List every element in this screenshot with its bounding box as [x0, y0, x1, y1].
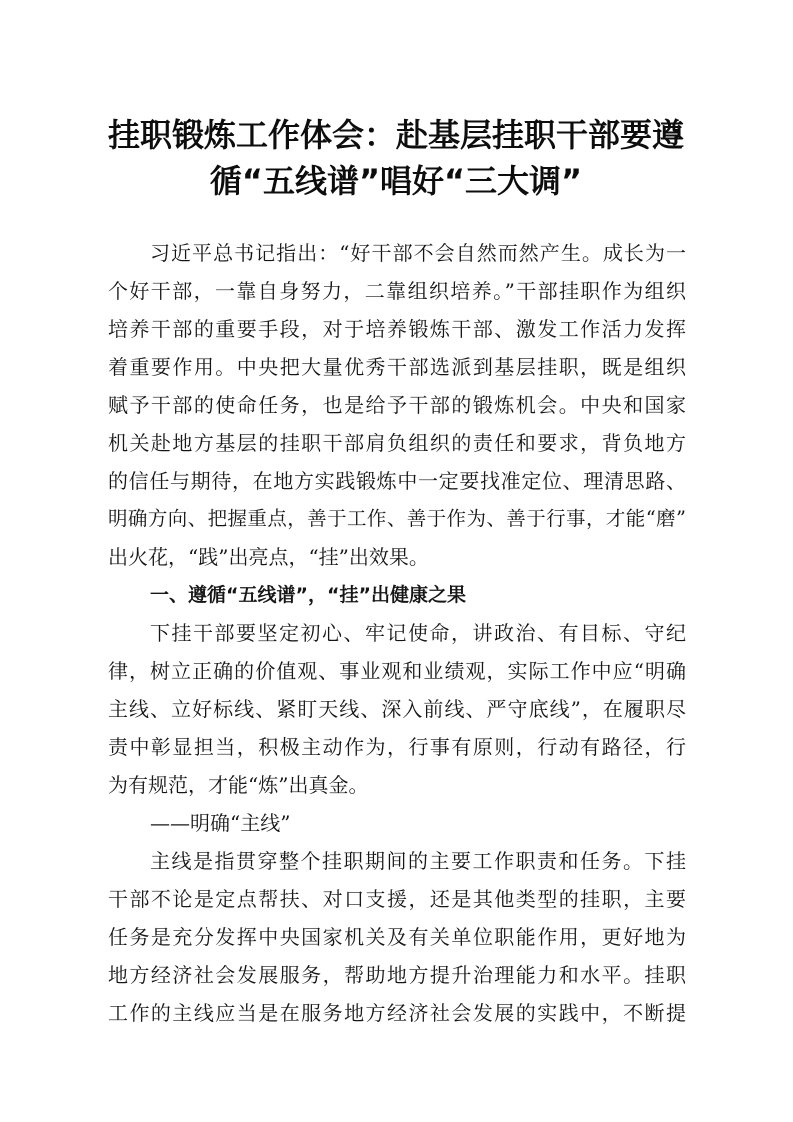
paragraph-line: 的信任与期待，在地方实践锻炼中一定要找准定位、理清思路、 [108, 469, 686, 493]
paragraph-line: 下挂干部要坚定初心、牢记使命，讲政治、有目标、守纪 [150, 621, 686, 645]
paragraph-line: 出火花，“践”出亮点，“挂”出效果。 [108, 545, 429, 569]
paragraph-line: 明确方向、把握重点，善于工作、善于作为、善于行事，才能“磨” [108, 507, 686, 530]
paragraph-line: 培养干部的重要手段，对于培养锻炼干部、激发工作活力发挥 [108, 317, 686, 341]
paragraph-line: 地方经济社会发展服务，帮助地方提升治理能力和水平。挂职 [108, 963, 686, 987]
document-title-line-2: 循“五线谱”唱好“三大调” [209, 162, 583, 200]
section-heading: 一、遵循“五线谱”，“挂”出健康之果 [150, 584, 466, 606]
paragraph-line: 工作的主线应当是在服务地方经济社会发展的实践中，不断提 [108, 1001, 686, 1025]
paragraph-line: 主线、立好标线、紧盯天线、深入前线、严守底线”，在履职尽 [108, 697, 686, 721]
paragraph-line: 任务是充分发挥中央国家机关及有关单位职能作用，更好地为 [108, 925, 686, 949]
document-title-line-1: 挂职锻炼工作体会：赴基层挂职干部要遵 [107, 116, 684, 154]
paragraph-line: 干部不论是定点帮扶、对口支援，还是其他类型的挂职，主要 [108, 887, 686, 911]
paragraph-line: 习近平总书记指出：“好干部不会自然而然产生。成长为一 [150, 241, 686, 265]
paragraph-line: 着重要作用。中央把大量优秀干部选派到基层挂职，既是组织 [108, 355, 686, 379]
paragraph-line: 机关赴地方基层的挂职干部肩负组织的责任和要求，背负地方 [108, 431, 686, 455]
paragraph-line: 主线是指贯穿整个挂职期间的主要工作职责和任务。下挂 [150, 849, 686, 873]
paragraph-line: 个好干部，一靠自身努力，二靠组织培养。”干部挂职作为组织 [108, 279, 686, 303]
paragraph-line: 为有规范，才能“炼”出真金。 [108, 773, 369, 797]
paragraph-line: 律，树立正确的价值观、事业观和业绩观，实际工作中应“明确 [108, 659, 686, 683]
subsection-heading: ——明确“主线” [150, 811, 291, 835]
paragraph-line: 赋予干部的使命任务，也是给予干部的锻炼机会。中央和国家 [108, 393, 686, 417]
paragraph-line: 责中彰显担当，积极主动作为，行事有原则，行动有路径，行 [108, 735, 686, 759]
